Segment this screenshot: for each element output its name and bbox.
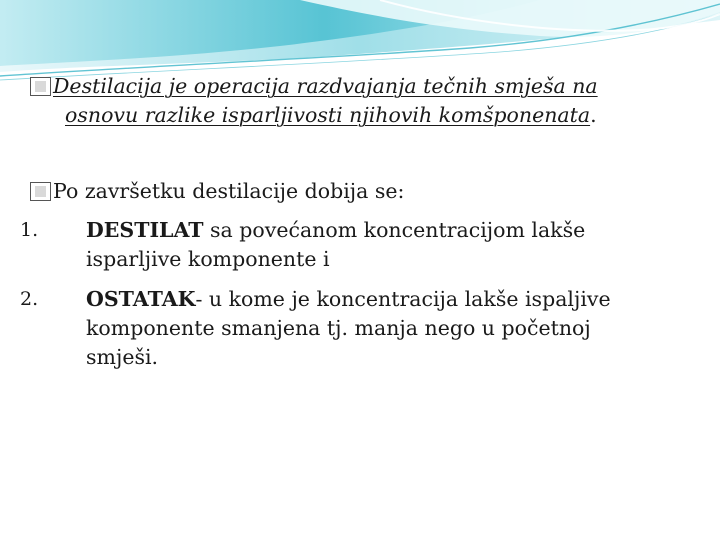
definition-line-1: Destilacija je operacija razdvajanja tečnih smješa na: [53, 74, 598, 98]
list-number: 1.: [20, 219, 39, 241]
bullet-definition: [30, 72, 670, 130]
bullet-box-icon: [30, 182, 51, 201]
definition-period: .: [590, 103, 597, 127]
item-term: DESTILAT: [86, 218, 204, 242]
list-item-ostatak: [20, 285, 680, 372]
item-continuation: isparljive komponente i: [86, 247, 330, 271]
list-number: 2.: [20, 288, 39, 310]
bullet-products-intro: [30, 177, 670, 206]
list-item-destilat: [20, 216, 680, 274]
item-continuation: smješi.: [86, 345, 159, 369]
item-continuation: komponente smanjena tj. manja nego u početnoj: [86, 316, 591, 340]
item-term: OSTATAK: [86, 287, 196, 311]
item-text: sa povećanom koncentracijom lakše: [203, 218, 586, 242]
definition-line-2: osnovu razlike isparljivosti njihovih komšponenata: [65, 103, 591, 127]
products-intro-text: Po završetku destilacije dobija se:: [53, 179, 405, 203]
item-text: - u kome je koncentracija lakše ispaljive: [195, 287, 611, 311]
bullet-box-icon: [30, 77, 51, 96]
